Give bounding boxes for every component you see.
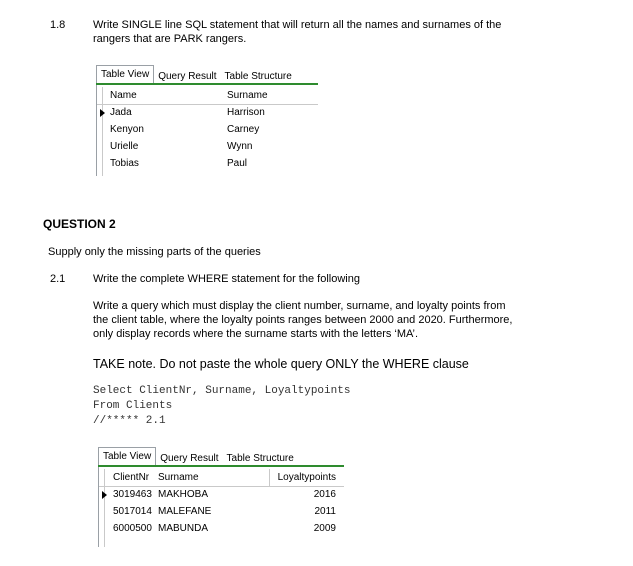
code-line-3: //***** 2.1 [93, 415, 166, 427]
table-cell[interactable]: MALEFANE [158, 506, 212, 517]
current-row-pointer-icon [102, 491, 107, 499]
column-loyaltypoints [272, 469, 336, 537]
table-cell[interactable]: 6000500 [113, 523, 152, 534]
column-surname [227, 87, 268, 172]
table-cell[interactable]: 5017014 [113, 506, 152, 517]
instruction-line1: Write a query which must display the client number, surname, and loyalty points from [93, 300, 506, 312]
column-surname [158, 469, 211, 537]
column-header-surname[interactable]: Surname [158, 472, 199, 483]
query-result-grid-2 [98, 445, 344, 547]
tab-query-result[interactable]: Query Result [158, 71, 217, 82]
question-text-line2: rangers that are PARK rangers. [93, 33, 247, 45]
table-cell[interactable]: Paul [227, 158, 248, 169]
table-cell[interactable]: MABUNDA [158, 523, 209, 534]
question-text-line1: Write SINGLE line SQL statement that will return all the names and surnames of the [93, 19, 502, 31]
grid-body [98, 467, 344, 547]
instruction-line3: only display records where the surname starts with the letters ‘MA’. [93, 328, 419, 340]
grid-body [96, 85, 318, 176]
section-heading: QUESTION 2 [43, 217, 116, 231]
sub-question-title: Write the complete WHERE statement for the following [93, 273, 360, 285]
column-header-name[interactable]: Name [110, 90, 137, 101]
table-cell[interactable]: Tobias [110, 158, 139, 169]
table-cell[interactable]: 2011 [314, 506, 336, 517]
column-header-surname[interactable]: Surname [227, 90, 268, 101]
tab-table-view[interactable]: Table View [98, 447, 156, 465]
column-header-clientnr[interactable]: ClientNr [113, 472, 150, 483]
table-cell[interactable]: Carney [227, 124, 260, 135]
row-indicator-divider [102, 87, 103, 176]
tab-query-result[interactable]: Query Result [160, 453, 219, 464]
note-text: TAKE note. Do not paste the whole query ONLY the WHERE clause [93, 357, 469, 371]
table-cell[interactable]: Kenyon [110, 124, 144, 135]
table-cell[interactable]: Jada [110, 107, 132, 118]
table-cell[interactable]: 3019463 [113, 489, 152, 500]
table-cell[interactable]: Wynn [227, 141, 253, 152]
row-indicator-divider [104, 469, 105, 547]
section-intro: Supply only the missing parts of the queries [48, 246, 261, 258]
tab-table-view[interactable]: Table View [96, 65, 154, 83]
column-clientnr [113, 469, 152, 537]
code-line-1: Select ClientNr, Surname, Loyaltypoints [93, 385, 351, 397]
table-cell[interactable]: Urielle [110, 141, 139, 152]
sub-question-number: 2.1 [50, 273, 66, 285]
code-line-2: From Clients [93, 400, 173, 412]
tab-table-structure[interactable]: Table Structure [226, 453, 294, 464]
query-result-grid-1 [96, 63, 318, 176]
table-cell[interactable]: 2009 [313, 523, 336, 534]
table-cell[interactable]: MAKHOBA [158, 489, 209, 500]
table-cell[interactable]: 2016 [313, 489, 336, 500]
current-row-pointer-icon [100, 109, 105, 117]
header-divider [269, 469, 270, 486]
column-name [110, 87, 144, 172]
question-number: 1.8 [50, 19, 66, 31]
column-header-loyaltypoints[interactable]: Loyaltypoints [277, 472, 336, 483]
instruction-line2: the client table, where the loyalty points ranges between 2000 and 2020. Furthermore, [93, 314, 513, 326]
table-cell[interactable]: Harrison [227, 107, 265, 118]
tab-table-structure[interactable]: Table Structure [224, 71, 292, 82]
